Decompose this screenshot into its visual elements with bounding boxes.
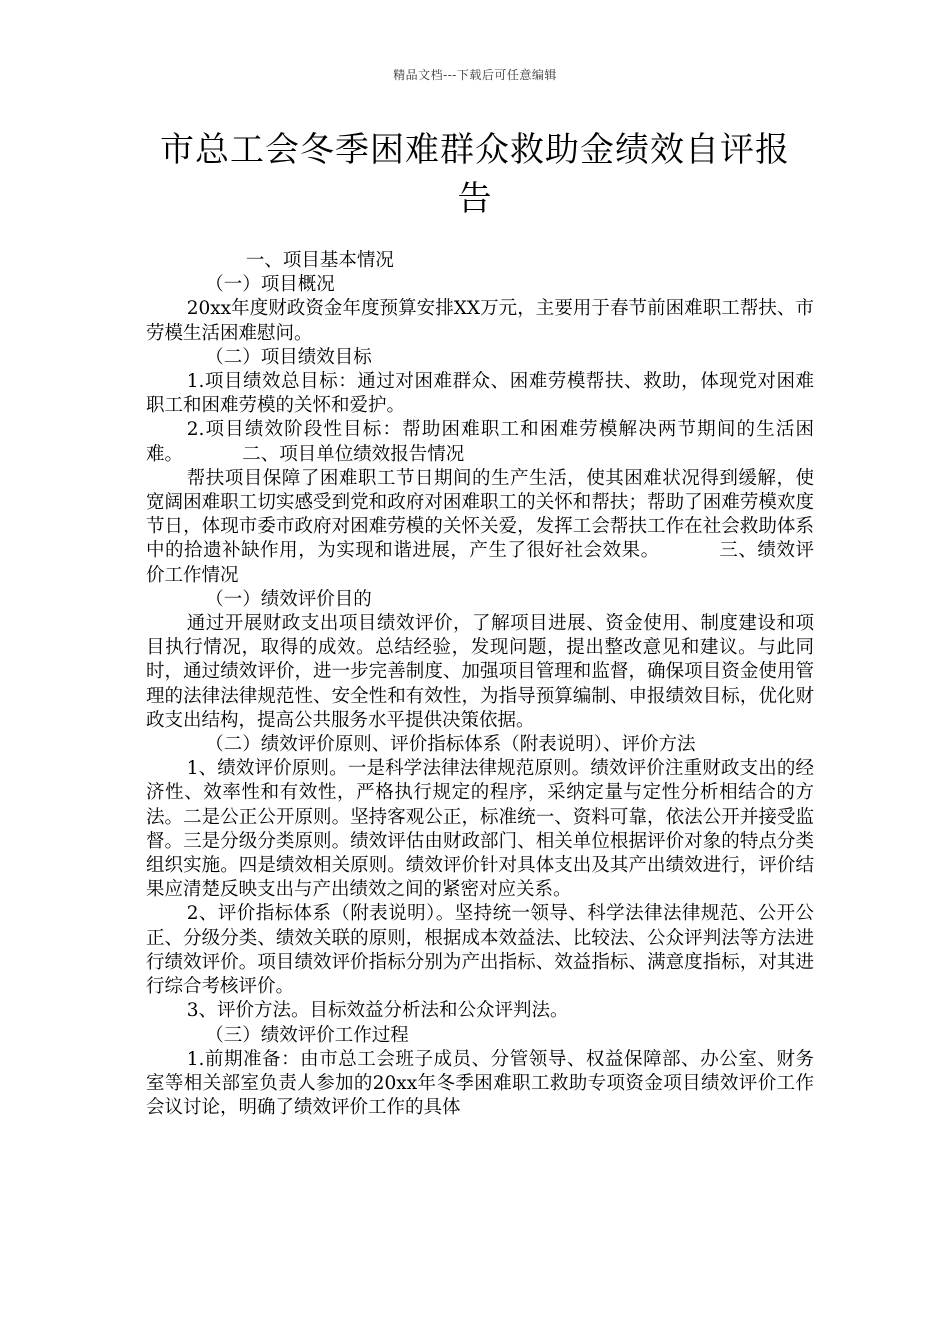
body-paragraph [146,370,814,418]
section-heading [146,733,814,757]
body-paragraph [146,1048,814,1121]
paragraph-text: 通过开展财政支出项目绩效评价，了解项目进展、资金使用、制度建设和项目执行情况，取得的成效。总结经验，发现问题，提出整改意见和建议。与此同时，通过绩效评价，进一步完善制度、加强项目管理和监督，确保项目资金使用管理的法律法律规范性、安全性和有效性，为指导预算编制、申报绩效目标，优化财政支出结构，提高公共服务水平提供决策依据。 [146,613,814,731]
paragraph-text: 帮扶项目保障了困难职工节日期间的生产生活，使其困难状况得到缓解，使宽阔困难职工切实感受到党和政府对困难职工的关怀和帮扶；帮助了困难劳模欢度节日，体现市委市政府对困难劳模的关怀关爱，发挥工会帮扶工作在社会救助体系中的拾遗补缺作用，为实现和谐进展，产生了很好社会效果。 [146,467,814,562]
paragraph-text: 20xx年度财政资金年度预算安排XX万元，主要用于春节前困难职工帮扶、市劳模生活困难慰问。 [146,298,814,344]
section-heading [146,1024,814,1048]
paragraph-text: 2、评价指标体系（附表说明）。坚持统一领导、科学法律法律规范、公开公正、分级分类、绩效关联的原则，根据成本效益法、比较法、公众评判法等方法进行绩效评价。项目绩效评价指标分别为产出指标、效益指标、满意度指标，对其进行综合考核评价。 [146,903,814,998]
section-heading [146,273,814,297]
body-paragraph [146,467,814,588]
body-paragraph [146,902,814,999]
paragraph-text: 2.项目绩效阶段性目标：帮助困难职工和困难劳模解决两节期间的生活困难。 [146,419,814,465]
section-heading [146,588,814,612]
header-note: 精品文档---下载后可任意编辑 [393,68,557,82]
body-paragraph [146,612,814,733]
paragraph-text: （一）项目概况 [205,274,335,296]
paragraph-text: 3、评价方法。目标效益分析法和公众评判法。 [186,1000,569,1022]
body-paragraph [146,999,814,1023]
paragraph-text: 1.项目绩效总目标：通过对困难群众、困难劳模帮扶、救助，体现党对困难职工和困难劳模的关怀和爱护。 [146,371,814,417]
paragraph-text: （三）绩效评价工作过程 [205,1024,409,1046]
section-heading [146,249,814,273]
paragraph-text: 1、绩效评价原则。一是科学法律法律规范原则。绩效评价注重财政支出的经济性、效率性和有效性，严格执行规定的程序，采纳定量与定性分析相结合的方法。二是公正公开原则。坚持客观公正，标准统一、资料可靠，依法公开并接受监督。三是分级分类原则。绩效评估由财政部门、相关单位根据评价对象的特点分类组织实施。四是绩效相关原则。绩效评价针对具体支出及其产出绩效进行，评价结果应清楚反映支出与产出绩效之间的紧密对应关系。 [146,758,814,901]
body-paragraph [146,418,814,466]
paragraph-text: 一、项目基本情况 [245,250,394,271]
body-paragraph [146,297,814,345]
inline-section-heading: 二、项目单位绩效报告情况 [242,443,465,465]
paragraph-text: （一）绩效评价目的 [205,588,372,610]
paragraph-text: （二）绩效评价原则、评价指标体系（附表说明）、评价方法 [205,734,696,756]
paragraph-text: 1.前期准备：由市总工会班子成员、分管领导、权益保障部、办公室、财务室等相关部室负责人参加的20xx年冬季困难职工救助专项资金项目绩效评价工作会议讨论，明确了绩效评价工作的具体 [146,1048,814,1119]
document-body [146,249,814,1120]
paragraph-text: （二）项目绩效目标 [205,346,372,368]
section-heading [146,346,814,370]
inline-section-heading: 三、绩效评价工作情况 [146,540,814,586]
document-title: 市总工会冬季困难群众救助金绩效自评报告 [160,130,790,219]
body-paragraph [146,757,814,902]
